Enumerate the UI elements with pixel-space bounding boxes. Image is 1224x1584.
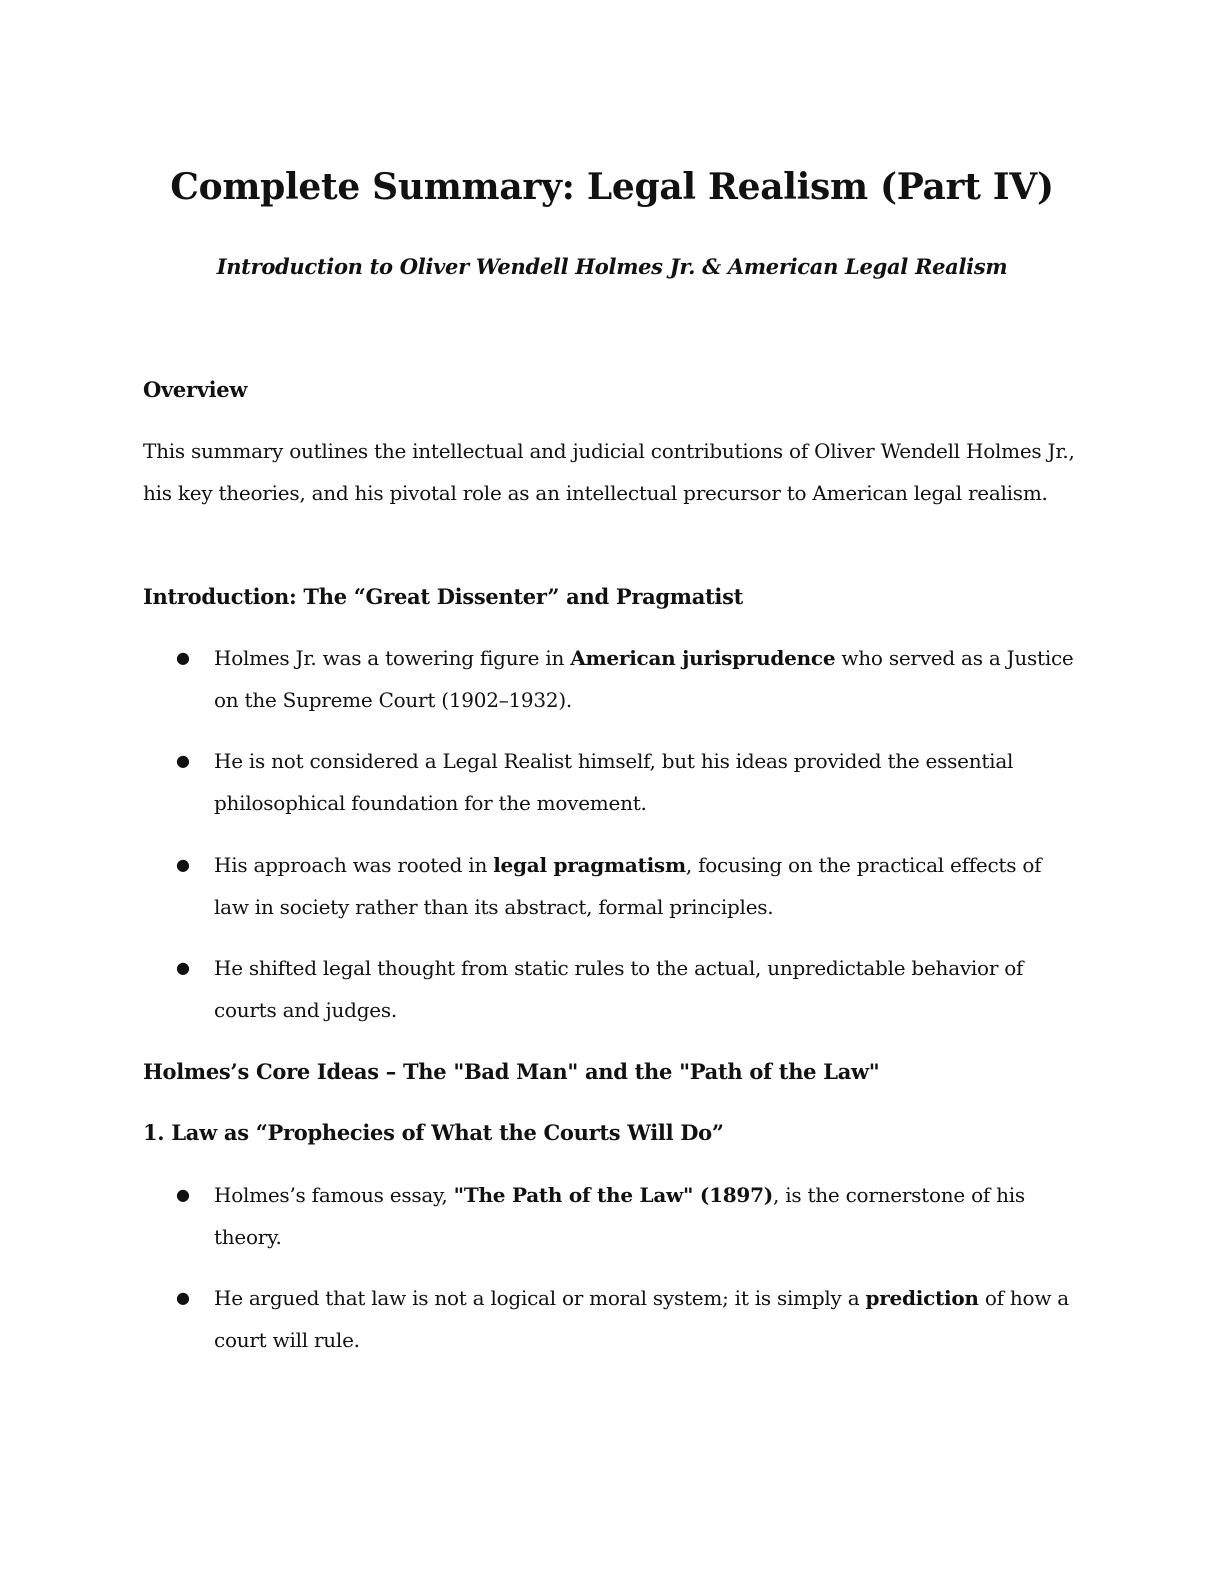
bullet-icon: ● [176, 751, 190, 770]
list-item-text: He shifted legal thought from static rules to the actual, unpredictable behavior of courts and judges. [214, 956, 1024, 1022]
overview-heading: Overview [143, 377, 248, 402]
list-item-text: Holmes’s famous essay, [214, 1183, 454, 1207]
overview-paragraph: This summary outlines the intellectual and judicial contributions of Oliver Wendell Holmes Jr., his key theories, and his pivotal role as an intellectual precursor to American legal realism. [143, 439, 1075, 505]
list-item [176, 740, 1074, 824]
introduction-heading: Introduction: The “Great Dissenter” and Pragmatist [143, 584, 744, 609]
list-item [176, 1174, 1074, 1258]
bullet-icon: ● [176, 958, 190, 977]
list-item [176, 1277, 1074, 1361]
document-subtitle: Introduction to Oliver Wendell Holmes Jr. & American Legal Realism [216, 254, 1008, 279]
list-item-text: Holmes Jr. was a towering figure in [214, 646, 571, 670]
core-ideas-heading: Holmes’s Core Ideas – The "Bad Man" and the "Path of the Law" [143, 1059, 880, 1084]
list-item-text: , is the cornerstone of his theory. [214, 1183, 1025, 1249]
bullet-icon: ● [176, 855, 190, 874]
list-item-emphasis: legal pragmatism [493, 853, 686, 877]
list-item-text: , focusing on the practical effects of law in society rather than its abstract, formal principles. [214, 853, 1042, 919]
list-item-text: He is not considered a Legal Realist himself, but his ideas provided the essential philosophical foundation for the movement. [214, 749, 1014, 815]
list-item-emphasis: American jurisprudence [570, 646, 836, 670]
list-item-text: He argued that law is not a logical or moral system; it is simply a [214, 1286, 866, 1310]
list-item-emphasis: prediction [865, 1286, 979, 1310]
core-ideas-subheading: 1. Law as “Prophecies of What the Courts Will Do” [143, 1120, 724, 1145]
list-item [176, 637, 1074, 721]
document-title: Complete Summary: Legal Realism (Part IV) [170, 166, 1054, 208]
list-item-text: who served as a Justice on the Supreme Court (1902–1932). [214, 646, 1074, 712]
bullet-icon: ● [176, 1185, 190, 1204]
bullet-icon: ● [176, 648, 190, 667]
list-item [176, 947, 1074, 1031]
list-item [176, 844, 1074, 928]
list-item-text: of how a court will rule. [214, 1286, 1069, 1352]
list-item-emphasis: "The Path of the Law" (1897) [453, 1183, 773, 1207]
bullet-icon: ● [176, 1288, 190, 1307]
list-item-text: His approach was rooted in [214, 853, 494, 877]
